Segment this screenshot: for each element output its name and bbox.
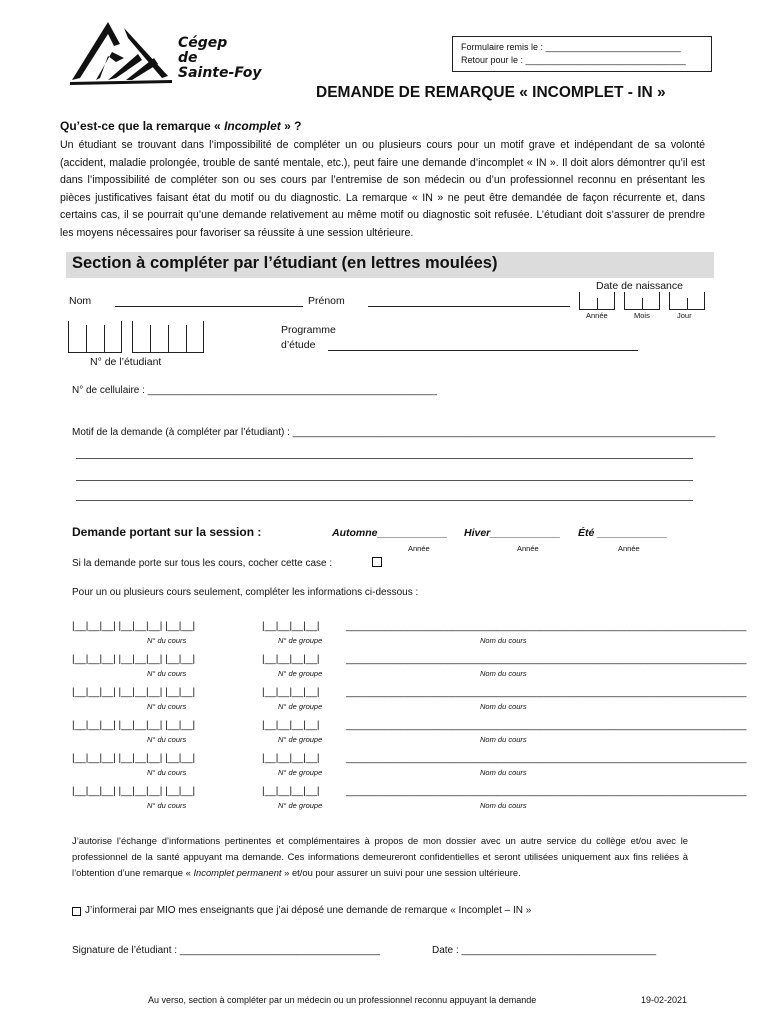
logo-mountain-icon [68, 16, 178, 88]
course-row [0, 621, 770, 649]
student-number-box-1[interactable] [68, 321, 122, 353]
course-code-field[interactable]: |__|__|__| |__|__|__| |__|__| [72, 753, 196, 764]
retour-pour-field[interactable]: Retour pour le : ________________________________ [461, 55, 686, 65]
course-group-field[interactable]: |__|__|__|__| [262, 720, 320, 731]
all-courses-text: Si la demande porte sur tous les cours, cocher cette case : [72, 558, 333, 569]
programme-label: Programme d’étude [281, 324, 336, 351]
formulaire-remis-field[interactable]: Formulaire remis le : ___________________________ [461, 42, 681, 52]
prenom-label: Prénom [308, 295, 345, 307]
course-number-label: N° du cours [147, 768, 187, 777]
dob-annee-label: Année [586, 311, 608, 320]
page-title: DEMANDE DE REMARQUE « INCOMPLET - IN » [316, 84, 666, 101]
course-code-field[interactable]: |__|__|__| |__|__|__| |__|__| [72, 720, 196, 731]
nom-label: Nom [69, 295, 92, 307]
footer-date: 19-02-2021 [641, 995, 688, 1005]
course-row [0, 654, 770, 682]
course-name-field[interactable]: ________________________________________________________________________ [346, 720, 747, 731]
course-name-field[interactable]: ________________________________________________________________________ [346, 687, 747, 698]
dob-label: Date de naissance [596, 280, 683, 292]
signature-field[interactable]: Signature de l’étudiant : ____________________________________ [72, 945, 381, 956]
session-ete-field[interactable]: Été ____________ [578, 527, 668, 539]
course-name-field[interactable]: ________________________________________________________________________ [346, 654, 747, 665]
student-section-header [66, 252, 714, 278]
date-field[interactable]: Date : ___________________________________ [432, 945, 657, 956]
course-group-field[interactable]: |__|__|__|__| [262, 753, 320, 764]
course-name-label: Nom du cours [480, 801, 527, 810]
mio-checkbox[interactable] [72, 907, 81, 916]
course-name-label: Nom du cours [480, 768, 527, 777]
section-title: Section à compléter par l’étudiant (en lettres moulées) [72, 254, 498, 272]
college-logo [68, 16, 268, 88]
course-number-label: N° du cours [147, 702, 187, 711]
course-number-label: N° du cours [147, 801, 187, 810]
course-name-label: Nom du cours [480, 636, 527, 645]
course-number-label: N° du cours [147, 735, 187, 744]
motif-field[interactable]: Motif de la demande (à compléter par l’étudiant) : ____________________________________________________________________________ [72, 427, 716, 438]
dob-jour-label: Jour [677, 311, 692, 320]
student-number-label: N° de l’étudiant [90, 356, 162, 368]
course-group-field[interactable]: |__|__|__|__| [262, 786, 320, 797]
course-name-field[interactable]: ________________________________________________________________________ [346, 753, 747, 764]
course-row [0, 687, 770, 715]
course-group-field[interactable]: |__|__|__|__| [262, 621, 320, 632]
programme-field[interactable] [328, 350, 638, 351]
admin-box [452, 36, 712, 72]
course-group-label: N° de groupe [278, 702, 323, 711]
course-code-field[interactable]: |__|__|__| |__|__|__| |__|__| [72, 654, 196, 665]
course-row [0, 720, 770, 748]
motif-line-1[interactable] [76, 458, 693, 459]
logo-line-2: de [178, 50, 198, 66]
course-code-field[interactable]: |__|__|__| |__|__|__| |__|__| [72, 687, 196, 698]
nom-field[interactable] [115, 306, 303, 307]
course-name-label: Nom du cours [480, 669, 527, 678]
motif-line-3[interactable] [76, 500, 693, 501]
course-group-label: N° de groupe [278, 735, 323, 744]
session-automne-annee: Année [408, 544, 430, 553]
course-number-label: N° du cours [147, 669, 187, 678]
course-name-field[interactable]: ________________________________________________________________________ [346, 786, 747, 797]
course-number-label: N° du cours [147, 636, 187, 645]
course-row [0, 786, 770, 814]
course-code-field[interactable]: |__|__|__| |__|__|__| |__|__| [72, 786, 196, 797]
session-ete-annee: Année [618, 544, 640, 553]
course-group-field[interactable]: |__|__|__|__| [262, 687, 320, 698]
all-courses-checkbox[interactable] [372, 557, 382, 567]
logo-line-1: Cégep [178, 35, 228, 51]
course-name-label: Nom du cours [480, 702, 527, 711]
prenom-field[interactable] [368, 306, 570, 307]
session-automne-field[interactable]: Automne____________ [332, 527, 448, 539]
consent-paragraph: J’autorise l’échange d’informations pertinentes et complémentaires à propos de mon dossier avec un autre service du collège et/ou avec le professionnel de la santé appuyant ma demande. Ces informations demeureront confidentielles et seront utilisées uniquement aux fins reliées à l’obtention d’une remarque « Incomplet permanent » et/ou pour assurer un suivi pour une session ultérieure. [72, 835, 688, 878]
some-courses-text: Pour un ou plusieurs cours seulement, compléter les informations ci-dessous : [72, 587, 419, 598]
course-row [0, 753, 770, 781]
dob-mois-label: Mois [634, 311, 650, 320]
mio-checkbox-text: J’informerai par MIO mes enseignants que j’ai déposé une demande de remarque « Incomplet – IN » [85, 905, 532, 916]
intro-heading: Qu’est-ce que la remarque « Incomplet » ? [60, 119, 302, 133]
course-group-label: N° de groupe [278, 768, 323, 777]
motif-line-2[interactable] [76, 480, 693, 481]
course-code-field[interactable]: |__|__|__| |__|__|__| |__|__| [72, 621, 196, 632]
course-group-field[interactable]: |__|__|__|__| [262, 654, 320, 665]
course-group-label: N° de groupe [278, 636, 323, 645]
session-label: Demande portant sur la session : [72, 525, 262, 539]
footer-note: Au verso, section à compléter par un médecin ou un professionnel reconnu appuyant la demande [148, 995, 537, 1005]
course-name-label: Nom du cours [480, 735, 527, 744]
intro-paragraph: Un étudiant se trouvant dans l’impossibilité de compléter un ou plusieurs cours pour un motif grave et indépendant de sa volonté (accident, maladie prolongée, trouble de santé mentale, etc.), peut faire une demande d’incomplet « IN ». Il doit alors démontrer qu’il est dans l’impossibilité de compléter son ou ses cours par l’entremise de son médecin ou d’un professionnel reconnu en présentant les pièces justificatives faisant état du motif ou du diagnostic. La remarque « IN » ne peut être demandée de façon récurrente et, dans certains cas, il se pourrait qu’une demande relativement au même motif ou diagnostic soit refusée. L’étudiant doit s’assurer de prendre les moyens nécessaires pour favoriser sa réussite à une session ultérieure. [60, 139, 705, 239]
logo-line-3: Sainte-Foy [178, 65, 262, 81]
course-group-label: N° de groupe [278, 669, 323, 678]
course-name-field[interactable]: ________________________________________________________________________ [346, 621, 747, 632]
cellulaire-field[interactable]: N° de cellulaire : ____________________________________________________ [72, 385, 437, 396]
session-hiver-field[interactable]: Hiver____________ [464, 527, 561, 539]
course-group-label: N° de groupe [278, 801, 323, 810]
session-hiver-annee: Année [517, 544, 539, 553]
